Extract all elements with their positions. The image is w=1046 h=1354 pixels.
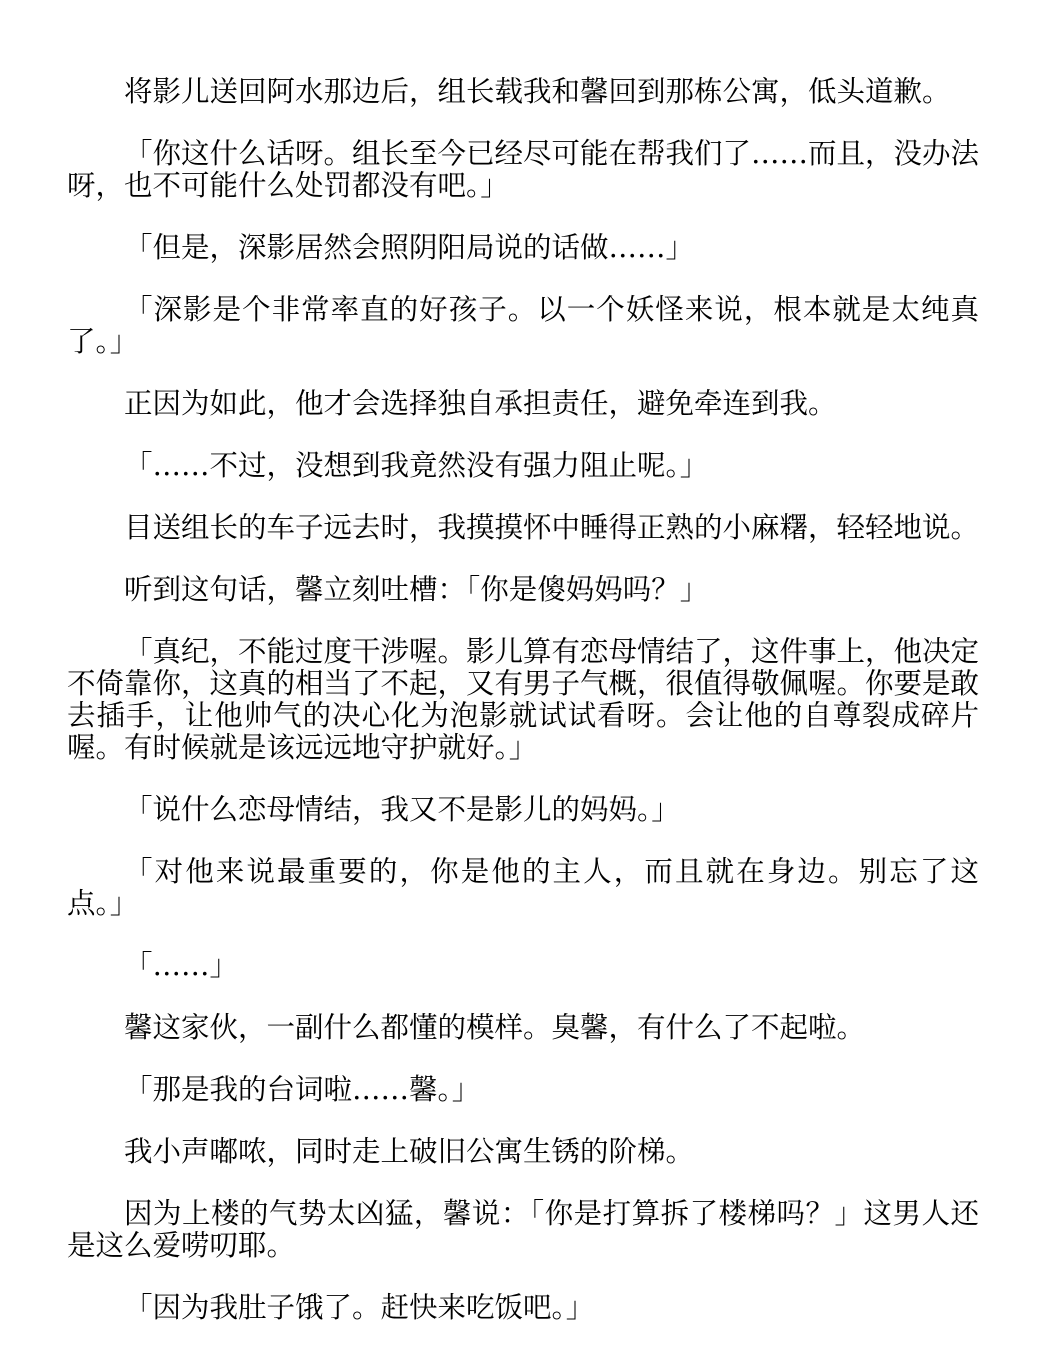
paragraph: 正因为如此，他才会选择独自承担责任，避免牵连到我。: [124, 387, 837, 420]
document-page: [67, 76, 979, 1354]
paragraph: 「因为我肚子饿了。赶快来吃饭吧。」: [124, 1291, 595, 1324]
paragraph: 「……不过，没想到我竟然没有强力阻止呢。」: [124, 449, 709, 482]
paragraph: 因为上楼的气势太凶猛，馨说：「你是打算拆了楼梯吗？」这男人还是这么爱唠叨耶。: [67, 1197, 979, 1262]
paragraph: 「但是，深影居然会照阴阳局说的话做……」: [124, 231, 695, 264]
paragraph: 「你这什么话呀。组长至今已经尽可能在帮我们了……而且，没办法呀，也不可能什么处罚都没有吧。」: [67, 137, 980, 202]
paragraph: 「……」: [124, 949, 239, 982]
paragraph: 馨这家伙，一副什么都懂的模样。臭馨，有什么了不起啦。: [124, 1011, 866, 1044]
paragraph: 「那是我的台词啦……馨。」: [124, 1073, 481, 1106]
paragraph: 我小声嘟哝，同时走上破旧公寓生锈的阶梯。: [124, 1135, 695, 1168]
paragraph: 「说什么恋母情结，我又不是影儿的妈妈。」: [124, 793, 680, 826]
paragraph: 「真纪，不能过度干涉喔。影儿算有恋母情结了，这件事上，他决定不倚靠你，这真的相当了不起，又有男子气概，很值得敬佩喔。你要是敢去插手，让他帅气的决心化为泡影就试试看呀。会让他的自尊裂成碎片喔。有时候就是该远远地守护就好。」: [67, 635, 980, 764]
paragraph: 听到这句话，馨立刻吐槽：「你是傻妈妈吗？」: [124, 573, 709, 606]
paragraph: 「深影是个非常率直的好孩子。以一个妖怪来说，根本就是太纯真了。」: [67, 293, 979, 358]
paragraph: 「对他来说最重要的，你是他的主人，而且就在身边。别忘了这点。」: [67, 855, 979, 920]
paragraph: 将影儿送回阿水那边后，组长载我和馨回到那栋公寓，低头道歉。: [124, 75, 951, 108]
paragraph: 目送组长的车子远去时，我摸摸怀中睡得正熟的小麻糬，轻轻地说。: [124, 511, 980, 544]
